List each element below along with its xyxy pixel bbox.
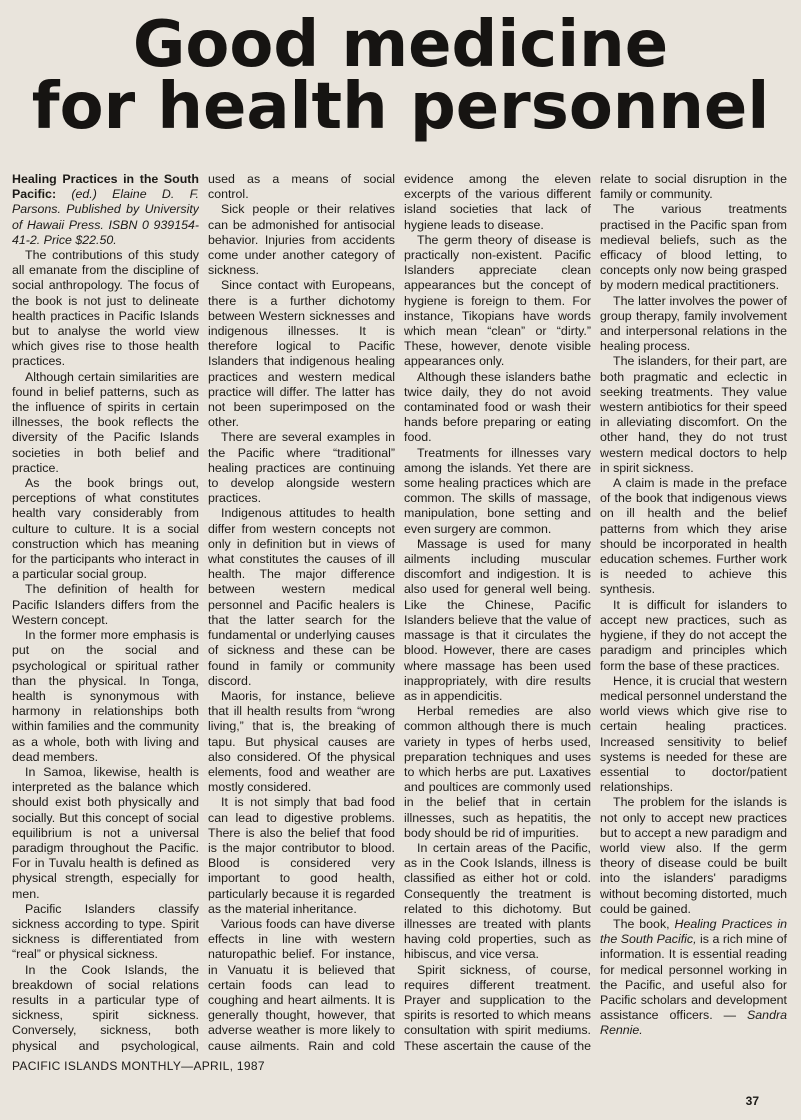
paragraph: Since contact with Europeans, there is a further dichotomy between Western sicknesses and indigenous illnesses. It is therefore logical to Pacific Islanders that indigenous healing practices and western medical practice will differ. The latter has not been superimposed on the other.	[208, 278, 395, 430]
book-details: (ed.) Elaine D. F. Parsons. Published by University of Hawaii Press. ISBN 0 939154-41-2. Price $22.50.	[12, 187, 199, 247]
paragraph: Herbal remedies are also common although there is much variety in types of herbs used, preparation techniques and uses to which herbs are put. Laxatives and poultices are commonly used in the belief that in certain illnesses, such as hepatitis, the body should be rid of impurities.	[404, 704, 591, 840]
closing-book-title: Healing Practices in the South Pacific,	[600, 916, 787, 947]
paragraph: Sick people or their relatives can be admonished for antisocial behavior. Injuries from accidents come under another category of sickness.	[208, 202, 395, 278]
paragraph: evidence among the eleven excerpts of the various different island societies that lack of hygiene leads to disease.	[404, 172, 591, 232]
paragraph: As the book brings out, perceptions of what constitutes health vary considerably from culture to culture. It is a social construction which has meaning for the participants who interact in a particular social group.	[12, 476, 199, 582]
bibliography	[12, 172, 199, 248]
paragraph: In the Cook Islands, the breakdown of social relations results in a particular type of sickness, spirit sickness. Conversely, sickness, both physical and psychological,	[12, 962, 199, 1052]
paragraph: It is difficult for islanders to accept new practices, such as hygiene, if they do not accept the paradigm and principles which form the base of these practices.	[600, 597, 787, 673]
paragraph: Although certain similarities are found in belief patterns, such as the influence of spirits in certain illnesses, the book reflects the diversity of the Pacific Islands societies in both belief and practice.	[12, 369, 199, 475]
closing-paragraph	[600, 917, 787, 1039]
paragraph: Various foods can have diverse effects in line with western naturopathic belief. For instance, in Vanuatu it is believed that certain foods can lead to coughing and heart ailments. It is generally thought, however, that adverse weather is more likely to cause ailments. Rain and cold	[208, 916, 395, 1052]
paragraph: Massage is used for many ailments including muscular discomfort and indigestion. It is also used for general well being. Like the Chinese, Pacific Islanders believe that the value of massage is that it circulates the blood. However, there are cases where massage has been used inappropriately, with dire results as in appendicitis.	[404, 536, 591, 703]
article-body	[12, 172, 789, 1052]
page-number: 37	[745, 1094, 759, 1108]
paragraph: In Samoa, likewise, health is interpreted as the balance which should exist both physically and socially. But this concept of social equilibrium is not a universal paradigm throughout the Pacific. For in Tuvalu health is defined as physical strength, especially for men.	[12, 764, 199, 901]
paragraph: Indigenous attitudes to health differ from western concepts not only in definition but in views of what constitutes the causes of ill health. The major difference between western medical personnel and Pacific healers is that the latter search for the fundamental or underlying causes of sickness and these can be found in family or community discord.	[208, 506, 395, 688]
column-3	[404, 172, 591, 1052]
paragraph: The definition of health for Pacific Islanders differs from the Western concept.	[12, 582, 199, 627]
closing-text-start: The book,	[613, 916, 675, 931]
paragraph: relate to social disruption in the family or community.	[600, 172, 787, 202]
paragraph: The problem for the islands is not only to accept new practices but to accept a new paradigm and world view also. If the germ theory of disease could be built into the islanders' paradigms without becoming distorted, much could be gained.	[600, 795, 787, 916]
paragraph: There are several examples in the Pacific where “traditional” healing practices are continuing to develop alongside western practices.	[208, 430, 395, 506]
book-title: Healing Practices in the South Pacific:	[12, 172, 199, 202]
paragraph: A claim is made in the preface of the book that indigenous views on ill health and the belief patterns from which they arise should be incorporated in health education schemes. Further work is needed to achieve this synthesis.	[600, 476, 787, 597]
paragraph: In certain areas of the Pacific, as in the Cook Islands, illness is classified as either hot or cold. Consequently the treatment is related to this dichotomy. But illnesses are treated with plants having cold properties, such as hibiscus, and vice versa.	[404, 840, 591, 962]
publication-footer: PACIFIC ISLANDS MONTHLY—APRIL, 1987	[12, 1059, 265, 1073]
headline-line-2: for health personnel	[31, 70, 770, 144]
column-2	[208, 172, 395, 1052]
paragraph: Although these islanders bathe twice daily, they do not avoid contaminated food or wash their hands before preparing or eating food.	[404, 369, 591, 445]
paragraph: The islanders, for their part, are both pragmatic and eclectic in seeking treatments. They value western antibiotics for their speed in alleviating discomfort. On the other hand, they do not trust western medical doctors to help in spirit sickness.	[600, 354, 787, 475]
paragraph: Treatments for illnesses vary among the islands. Yet there are some healing practices which are common. The skills of massage, manipulation, bone setting and even surgery are common.	[404, 445, 591, 536]
paragraph: The germ theory of disease is practically non-existent. Pacific Islanders appreciate clean appearances but the concept of hygiene is foreign to them. For instance, Tikopians have words which mean “clean” or “dirty.” These, however, denote visible appearances only.	[404, 232, 591, 369]
headline	[0, 8, 801, 144]
paragraph: Maoris, for instance, believe that ill health results from “wrong living,” that is, the breaking of tapu. But physical causes are also considered. Of the physical elements, food and weather are mostly considered.	[208, 688, 395, 795]
paragraph: It is not simply that bad food can lead to digestive problems. There is also the belief that food is the major contributor to blood. Blood is considered very important to good health, particularly because it is regarded as the material inheritance.	[208, 795, 395, 916]
paragraph: used as a means of social control.	[208, 172, 395, 202]
author-signoff: Sandra Rennie.	[600, 1008, 787, 1038]
paragraph: Hence, it is crucial that western medical personnel understand the world views which give rise to certain healing practices. Increased sensitivity to belief systems is needed for these are essential to doctor/patient relationships.	[600, 673, 787, 795]
column-1	[12, 172, 199, 1052]
paragraph: The contributions of this study all emanate from the discipline of social anthropology. The focus of the book is not just to delineate health practices in Pacific Islands but to analyse the world view which gives rise to those health practices.	[12, 248, 199, 369]
closing-text-end: is a rich mine of information. It is essential reading for medical personnel working in the Pacific, and useful also for Pacific scholars and development assistance officers. —	[600, 932, 787, 1023]
paragraph: The latter involves the power of group therapy, family involvement and interpersonal relations in the healing process.	[600, 293, 787, 354]
column-4	[600, 172, 787, 1052]
headline-line-1: Good medicine	[132, 8, 669, 82]
paragraph: Pacific Islanders classify sickness according to type. Spirit sickness is differentiated from “real” or physical sickness.	[12, 901, 199, 962]
paragraph: In the former more emphasis is put on the social and psychological or spiritual rather than the physical. In Tonga, health is synonymous with harmony in relationships both within families and the community as a whole, both with living and dead members.	[12, 628, 199, 764]
paragraph: Spirit sickness, of course, requires different treatment. Prayer and supplication to the spirits is resorted to which means consultation with spirit mediums. These ascertain the cause of the	[404, 962, 591, 1052]
paragraph: The various treatments practised in the Pacific span from medieval beliefs, such as the efficacy of blood letting, to concepts only now being grasped by modern medical practitioners.	[600, 202, 787, 293]
